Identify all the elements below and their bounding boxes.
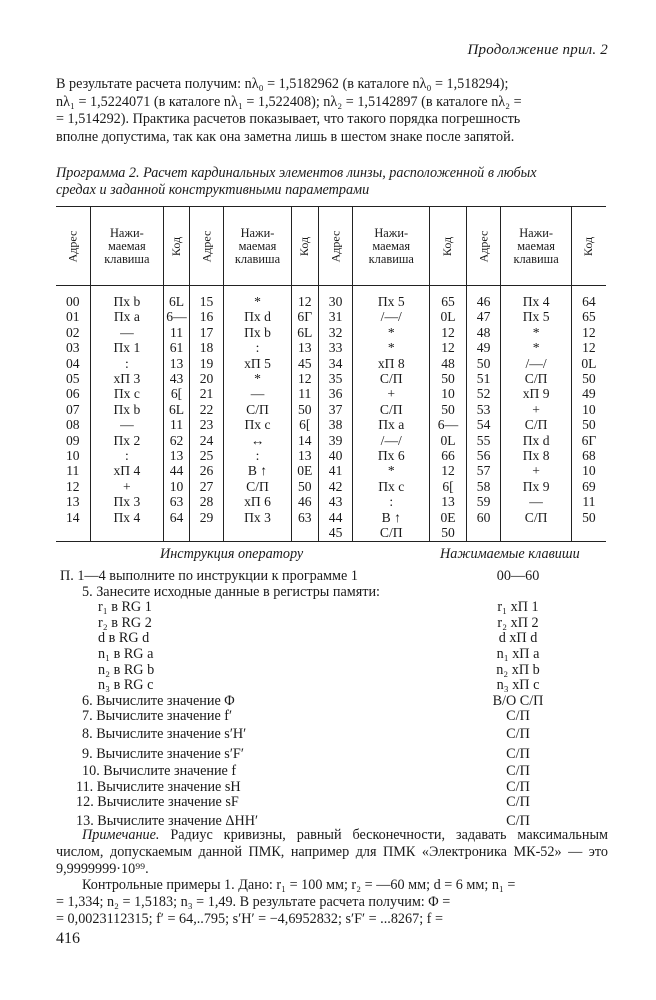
table-cell: 66 <box>430 448 467 463</box>
table-cell: 50 <box>430 402 467 417</box>
table-cell: 23 <box>189 417 224 432</box>
instruction-keys: С/П <box>506 708 530 725</box>
table-cell: 6L <box>291 325 318 340</box>
table-cell: + <box>353 386 430 401</box>
table-cell: Пх b <box>90 286 164 310</box>
table-row <box>56 371 606 386</box>
table-cell: 49 <box>466 340 501 355</box>
table-cell: 38 <box>318 417 353 432</box>
instruction-row <box>82 747 602 763</box>
note-block <box>56 827 608 928</box>
table-cell: 12 <box>571 325 606 340</box>
table-cell: 39 <box>318 433 353 448</box>
table-cell: /—/ <box>501 356 572 371</box>
table-cell: Пх a <box>353 417 430 432</box>
table-cell: 11 <box>66 463 80 479</box>
table-cell: 11 <box>164 325 190 340</box>
instruction-keys: С/П <box>506 763 530 780</box>
table-cell: 25 <box>189 448 224 463</box>
table-cell: 30 <box>318 286 353 310</box>
table-cell: 65 <box>571 309 606 324</box>
table-cell: Пх с <box>224 417 291 432</box>
table-cell: 37 <box>318 402 353 417</box>
program-title-line: средах и заданной конструктивными параметрами <box>56 182 370 198</box>
table-cell: 21 <box>189 386 224 401</box>
table-cell: Пх 1 <box>90 340 164 355</box>
table-cell: Пх a <box>90 309 164 324</box>
table-cell: + <box>90 479 164 494</box>
table-cell: С/П <box>501 371 572 386</box>
table-cell <box>571 525 606 541</box>
table-cell: Пх с <box>353 479 430 494</box>
table-cell: 6[ <box>291 417 318 432</box>
table-cell: * <box>353 463 430 478</box>
table-cell: Пх 4 <box>501 286 572 310</box>
table-cell: * <box>224 371 291 386</box>
table-cell: 02 <box>65 324 80 340</box>
table-cell: Пх 5 <box>353 286 430 310</box>
table-header-cell <box>466 207 501 286</box>
instruction-text: П. 1—4 выполните по инструкции к программе 1 <box>60 568 358 584</box>
table-cell: 49 <box>571 386 606 401</box>
table-cell: /—/ <box>353 433 430 448</box>
table-cell: 53 <box>466 402 501 417</box>
table-cell: Пх d <box>501 433 572 448</box>
table-cell: Пх 4 <box>90 510 164 525</box>
table-cell: С/П <box>353 402 430 417</box>
table-cell: хП 6 <box>224 494 291 509</box>
instruction-row <box>82 709 602 725</box>
table-cell: 13 <box>164 356 190 371</box>
table-cell: Пх 9 <box>501 479 572 494</box>
table-cell: : <box>353 494 430 509</box>
table-cell: 20 <box>189 371 224 386</box>
table-cell: 16 <box>189 309 224 324</box>
table-cell: 50 <box>430 525 467 541</box>
instruction-text: 8. Вычислите значение s′H′ <box>82 725 247 742</box>
table-cell: ↔ <box>224 433 291 448</box>
table-cell: Пх d <box>224 309 291 324</box>
table-cell: хП 9 <box>501 386 572 401</box>
table-cell: 11 <box>571 494 606 509</box>
table-cell: 06 <box>65 386 80 402</box>
paragraph-line: В результате расчета получим: nλ₀ = 1,5182962 (в каталоге nλ₀ = 1,518294); <box>56 76 509 92</box>
table-cell: 65 <box>430 286 467 310</box>
table-cell: 24 <box>189 433 224 448</box>
instruction-keys: r₁ хП 1 <box>497 599 539 616</box>
instruction-keys: r₂ хП 2 <box>497 614 539 631</box>
instruction-row <box>82 678 602 694</box>
table-row <box>56 510 606 525</box>
table-cell: 01 <box>65 309 80 325</box>
table-cell: 08 <box>65 417 80 433</box>
examples-line: = 1,334; n₂ = 1,5183; n₃ = 1,49. В результате расчета получим: Φ = <box>56 894 451 911</box>
rotated-header-text: Адрес <box>476 230 491 263</box>
table-cell: 10 <box>430 386 467 401</box>
table-row <box>56 479 606 494</box>
table-row <box>56 340 606 355</box>
program-title-line: Программа 2. Расчет кардинальных элементов линзы, расположенной в любых <box>56 165 537 181</box>
program-title <box>56 165 608 199</box>
instruction-text: 10. Вычислите значение f <box>82 763 237 780</box>
table-row <box>56 494 606 509</box>
instruction-row <box>82 694 602 710</box>
table-cell: 45 <box>318 525 353 541</box>
table-cell: хП 3 <box>90 371 164 386</box>
rotated-header-text: Адрес <box>65 230 80 263</box>
instruction-text: 7. Вычислите значение f′ <box>82 708 233 725</box>
table-cell: С/П <box>353 525 430 541</box>
instruction-text: n₂ в RG b <box>98 661 155 678</box>
table-cell: 0L <box>430 433 467 448</box>
table-cell: 44 <box>164 463 190 478</box>
table-row <box>56 417 606 432</box>
instruction-row <box>82 764 602 780</box>
instruction-text: d в RG d <box>98 630 150 647</box>
table-cell: 14 <box>291 433 318 448</box>
instruction-keys: d хП d <box>498 630 538 647</box>
table-cell: хП 4 <box>90 463 164 478</box>
table-cell: 69 <box>571 479 606 494</box>
table-row <box>56 325 606 340</box>
table-cell: 6[ <box>164 386 190 401</box>
table-cell: 36 <box>318 386 353 401</box>
table-cell: 64 <box>571 286 606 310</box>
table-cell: 50 <box>466 356 501 371</box>
table-cell: 13 <box>65 494 80 510</box>
page-number: 416 <box>56 930 80 947</box>
table-cell: 61 <box>164 340 190 355</box>
instruction-row <box>82 600 602 616</box>
table-cell: С/П <box>501 510 572 525</box>
table-cell: — <box>501 494 572 509</box>
instruction-keys: С/П <box>506 794 530 811</box>
table-cell: 26 <box>189 463 224 478</box>
table-cell: 13 <box>291 340 318 355</box>
table-cell: 43 <box>318 494 353 509</box>
instruction-text: r₂ в RG 2 <box>98 614 152 631</box>
table-cell: 58 <box>466 479 501 494</box>
table-cell: 64 <box>164 510 190 525</box>
table-cell: : <box>224 340 291 355</box>
table-cell: С/П <box>353 371 430 386</box>
paragraph-line: = 1,514292). Практика расчетов показывает, что такого порядка погрешность <box>56 111 521 128</box>
table-cell: 10 <box>571 463 606 478</box>
note-paragraph <box>56 827 608 877</box>
table-cell: 43 <box>164 371 190 386</box>
table-cell: 10 <box>164 479 190 494</box>
table-header-row <box>56 207 606 286</box>
table-cell: 45 <box>291 356 318 371</box>
table-cell: 52 <box>466 386 501 401</box>
table-header-cell <box>318 207 353 286</box>
table-cell: 6L <box>164 286 190 310</box>
table-cell: С/П <box>224 402 291 417</box>
table-cell: С/П <box>224 479 291 494</box>
table-cell: 44 <box>318 510 353 525</box>
table-row <box>56 402 606 417</box>
table-cell: 40 <box>318 448 353 463</box>
table-header-cell <box>571 207 606 286</box>
paragraph-line: вполне допустима, так как она заметна лишь в шестом знаке после запятой. <box>56 128 515 145</box>
table-cell <box>90 525 164 541</box>
table-cell: Пх 6 <box>353 448 430 463</box>
table-cell <box>291 525 318 541</box>
note-label: Примечание. <box>82 827 160 843</box>
table-cell: 0E <box>430 510 467 525</box>
table-cell: : <box>90 448 164 463</box>
table-cell: 03 <box>65 340 80 356</box>
table-cell: 35 <box>318 371 353 386</box>
table-cell: 57 <box>466 463 501 478</box>
table-cell <box>466 525 501 541</box>
table-cell: 60 <box>466 510 501 525</box>
table-cell: Пх b <box>90 402 164 417</box>
table-cell: 33 <box>318 340 353 355</box>
instruction-text: r₁ в RG 1 <box>98 599 152 616</box>
instruction-text: 5. Занесите исходные данные в регистры памяти: <box>82 583 380 600</box>
table-cell: — <box>90 325 164 340</box>
table-cell: 0L <box>430 309 467 324</box>
table-cell: Пх 2 <box>90 433 164 448</box>
table-cell <box>56 525 90 541</box>
table-cell: 10 <box>571 402 606 417</box>
running-header: Продолжение прил. 2 <box>467 42 608 58</box>
table-cell: : <box>90 356 164 371</box>
table-cell: 48 <box>466 325 501 340</box>
table-cell: 07 <box>65 401 80 417</box>
instruction-keys: С/П <box>506 778 530 795</box>
table-cell: 50 <box>571 371 606 386</box>
table-cell: 12 <box>571 340 606 355</box>
table-header-cell <box>430 207 467 286</box>
table-cell: 62 <box>164 433 190 448</box>
rotated-header-text: Код <box>297 236 312 257</box>
rotated-header-text: Адрес <box>328 230 343 263</box>
instruction-row <box>60 568 602 585</box>
table-cell: 50 <box>291 479 318 494</box>
table-cell: 12 <box>430 463 467 478</box>
table-cell: 50 <box>430 371 467 386</box>
table-header-cell <box>291 207 318 286</box>
table-cell: 6L <box>164 402 190 417</box>
table-cell: 50 <box>291 402 318 417</box>
paragraph-line: nλ₁ = 1,5224071 (в каталоге nλ₁ = 1,522408); nλ₂ = 1,5142897 (в каталоге nλ₂ = <box>56 93 522 110</box>
table-cell: * <box>224 286 291 310</box>
table-cell: * <box>501 340 572 355</box>
note-text: Радиус кривизны, равный бесконечности, задавать максимальным числом, допускаемым данной ПМК, например для ПМК «Электроника МК-52» — это 9,9999999·10⁹⁹. <box>56 827 608 877</box>
table-cell: 15 <box>189 286 224 310</box>
table-cell: Пх 3 <box>224 510 291 525</box>
table-cell: 12 <box>291 286 318 310</box>
instruction-keys: С/П <box>506 745 530 762</box>
table-cell: 42 <box>318 479 353 494</box>
table-cell: 31 <box>318 309 353 324</box>
instruction-row <box>82 631 602 647</box>
table-cell: 13 <box>164 448 190 463</box>
instruction-row <box>82 616 602 632</box>
instruction-keys: С/П <box>506 725 530 742</box>
rotated-header-text: Адрес <box>199 230 214 263</box>
table-cell: : <box>224 448 291 463</box>
table-cell: Пх 8 <box>501 448 572 463</box>
table-cell: 50 <box>571 510 606 525</box>
table-cell <box>189 525 224 541</box>
table-cell: 22 <box>189 402 224 417</box>
table-row <box>56 386 606 401</box>
table-header-cell: Нажи- маемая клавиша <box>224 207 291 286</box>
instruction-row <box>76 794 602 811</box>
table-cell: 56 <box>466 448 501 463</box>
table-cell: 50 <box>571 417 606 432</box>
instruction-row <box>82 727 602 743</box>
table-cell: 04 <box>65 355 80 371</box>
table-cell <box>224 525 291 541</box>
table-cell: хП 8 <box>353 356 430 371</box>
table-cell: 6— <box>430 417 467 432</box>
table-cell: 18 <box>189 340 224 355</box>
instruction-text: 13. Вычислите значение ΔHH′ <box>76 812 259 829</box>
table-cell: Пх 3 <box>90 494 164 509</box>
table-cell: 0E <box>291 463 318 478</box>
table-cell: * <box>353 340 430 355</box>
table-row <box>56 463 606 478</box>
table-cell: — <box>224 386 291 401</box>
table-cell: 05 <box>65 371 80 387</box>
table-cell: 10 <box>65 448 80 464</box>
table-cell: 32 <box>318 325 353 340</box>
instruction-row <box>82 647 602 663</box>
table-header-cell: Нажи- маемая клавиша <box>90 207 164 286</box>
instruction-text: 6. Вычислите значение Φ <box>82 692 235 709</box>
table-header-cell <box>56 207 90 286</box>
table-body <box>56 286 606 542</box>
table-header-cell: Нажи- маемая клавиша <box>353 207 430 286</box>
examples-line: Контрольные примеры 1. Дано: r₁ = 100 мм; r₂ = —60 мм; d = 6 мм; n₁ = <box>82 877 516 894</box>
instruction-text: n₁ в RG a <box>98 645 154 662</box>
table-cell: 12 <box>430 325 467 340</box>
table-header-cell <box>189 207 224 286</box>
table-cell: 11 <box>291 386 318 401</box>
instruction-keys: 00—60 <box>496 568 540 584</box>
table-cell: 68 <box>571 448 606 463</box>
table-cell: Пх 5 <box>501 309 572 324</box>
instruction-text: 12. Вычислите значение sF <box>76 794 239 811</box>
table-cell: 59 <box>466 494 501 509</box>
table-cell: — <box>90 417 164 432</box>
table-cell: 29 <box>189 510 224 525</box>
table-cell: + <box>501 463 572 478</box>
rotated-header-text: Код <box>440 236 455 257</box>
table-cell: 63 <box>164 494 190 509</box>
table-cell: 28 <box>189 494 224 509</box>
table-cell <box>164 525 190 541</box>
instruction-text: 9. Вычислите значение s′F′ <box>82 745 244 762</box>
table-header-cell <box>164 207 190 286</box>
table-cell: 47 <box>466 309 501 324</box>
keys-title: Нажимаемые клавиши <box>440 546 580 562</box>
table-cell: * <box>353 325 430 340</box>
table-cell: 11 <box>164 417 190 432</box>
table-cell: 27 <box>189 479 224 494</box>
table-cell: 19 <box>189 356 224 371</box>
instruction-list <box>60 568 602 830</box>
table-cell: 00 <box>65 294 80 309</box>
table-cell: 6Г <box>291 309 318 324</box>
table-cell: 13 <box>430 494 467 509</box>
program-table <box>56 206 606 542</box>
table-cell: 51 <box>466 371 501 386</box>
table-cell: 46 <box>291 494 318 509</box>
table-row <box>56 448 606 463</box>
table-cell: + <box>501 402 572 417</box>
table-cell: 6Г <box>571 433 606 448</box>
instruction-row <box>82 585 602 601</box>
table-cell: 13 <box>291 448 318 463</box>
table-cell: 17 <box>189 325 224 340</box>
table-cell: С/П <box>501 417 572 432</box>
table-cell: 6— <box>164 309 190 324</box>
instructions-title: Инструкция оператору <box>160 546 304 562</box>
table-cell: 46 <box>466 286 501 310</box>
instruction-keys: n₁ хП a <box>496 645 540 662</box>
table-cell: 12 <box>291 371 318 386</box>
table-cell: 55 <box>466 433 501 448</box>
table-cell: 6[ <box>430 479 467 494</box>
table-row <box>56 286 606 310</box>
intro-paragraph <box>56 76 608 146</box>
instruction-row <box>82 663 602 679</box>
table-row <box>56 356 606 371</box>
table-cell <box>501 525 572 541</box>
table-cell: 12 <box>65 478 80 494</box>
table-row <box>56 433 606 448</box>
table-cell: 54 <box>466 417 501 432</box>
table-cell: /—/ <box>353 309 430 324</box>
table-cell: 48 <box>430 356 467 371</box>
table-cell: 09 <box>65 432 80 448</box>
instruction-keys: n₂ хП b <box>496 661 540 678</box>
instruction-text: n₃ в RG c <box>98 677 154 694</box>
instruction-keys: В/О С/П <box>492 692 544 709</box>
rotated-header-text: Код <box>168 236 183 257</box>
table-row <box>56 525 606 541</box>
examples-line: = 0,0023112315; f′ = 64,..795; s′H′ = −4,6952832; s′F′ = ...8267; f = <box>56 910 443 927</box>
table-cell: 14 <box>65 509 80 525</box>
table-row <box>56 309 606 324</box>
table-cell: * <box>501 325 572 340</box>
instruction-keys: С/П <box>506 812 530 829</box>
table-cell: В ↑ <box>224 463 291 478</box>
table-cell: 0L <box>571 356 606 371</box>
table-cell: 12 <box>430 340 467 355</box>
table-header-cell: Нажи- маемая клавиша <box>501 207 572 286</box>
rotated-header-text: Код <box>581 236 596 257</box>
table-cell: Пх b <box>224 325 291 340</box>
table-cell: Пх с <box>90 386 164 401</box>
instruction-row <box>76 778 602 796</box>
instruction-keys: n₃ хП с <box>496 677 540 694</box>
instruction-text: 11. Вычислите значение sH <box>76 778 241 795</box>
table-cell: 41 <box>318 463 353 478</box>
table-cell: 34 <box>318 356 353 371</box>
table-cell: хП 5 <box>224 356 291 371</box>
table-cell: 63 <box>291 510 318 525</box>
table-cell: В ↑ <box>353 510 430 525</box>
